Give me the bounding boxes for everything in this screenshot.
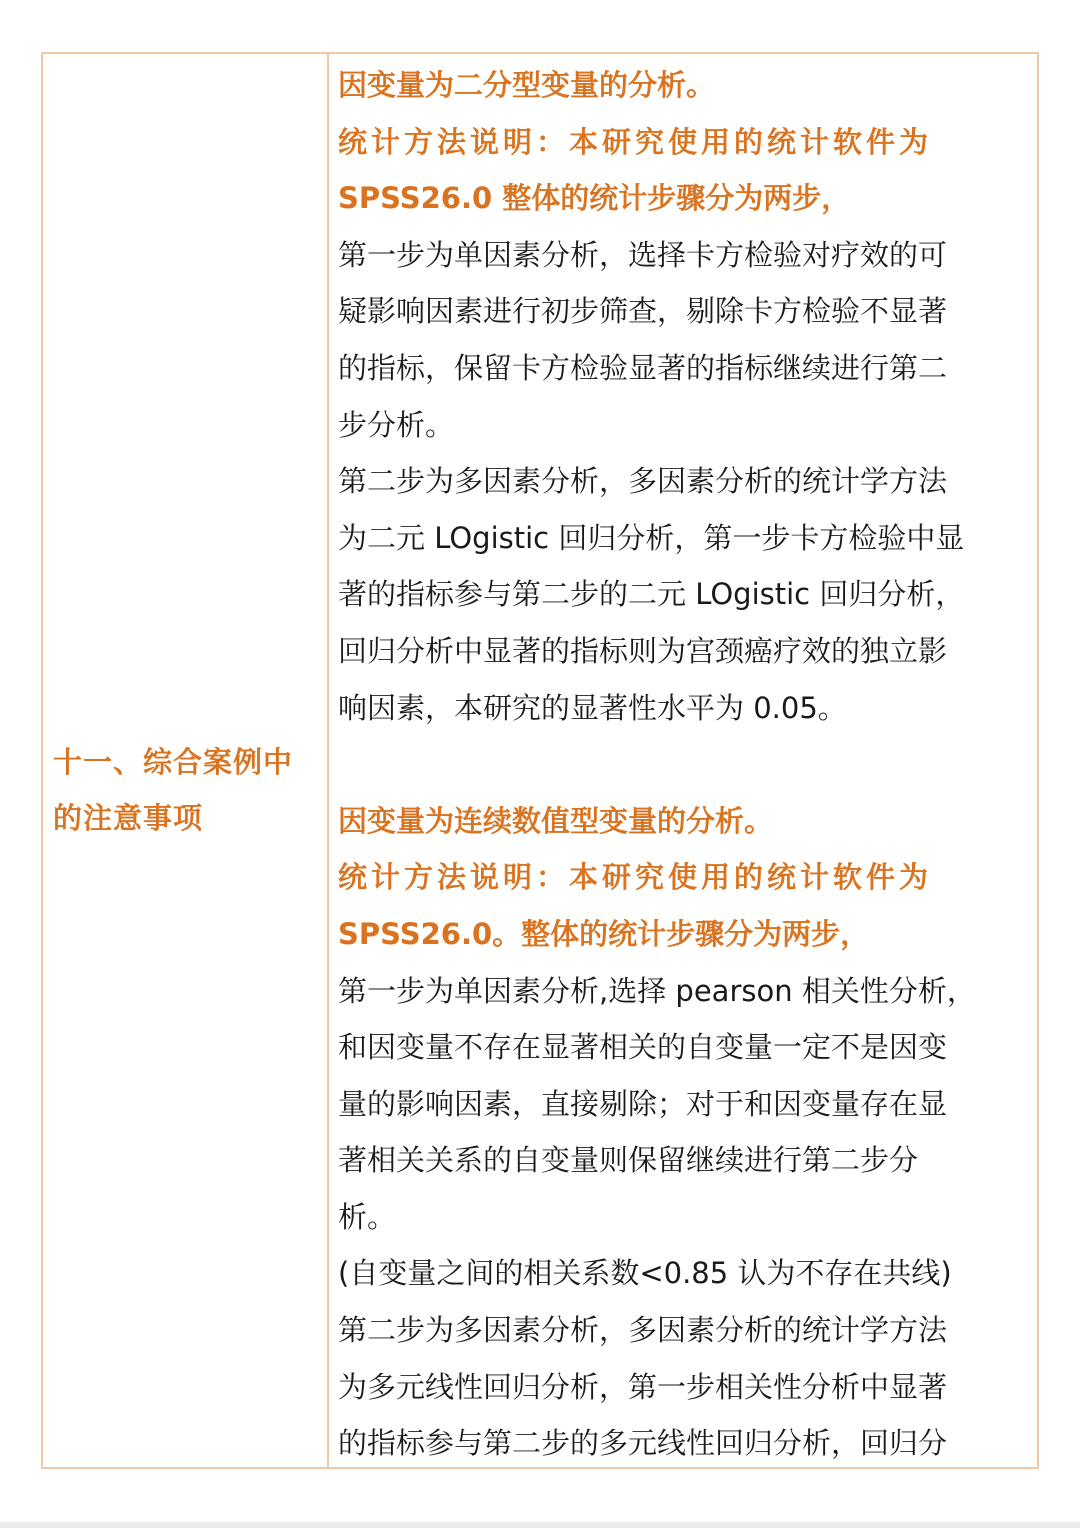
content-table [41,52,1039,1469]
section1-method-line: 统计方法说明：本研究使用的统计软件为 [338,124,933,159]
paragraph-line: 步分析。 [338,407,455,442]
paragraph-line: 响因素，本研究的显著性水平为 0.05。 [338,690,847,725]
paragraph-line: 著的指标参与第二步的二元 LOgistic 回归分析， [338,577,965,612]
section1-heading: 因变量为二分型变量的分析。 [338,68,716,102]
paragraph-line: 疑影响因素进行初步筛查，剔除卡方检验不显著 [338,294,948,329]
section-title-line: 的注意事项 [53,800,204,835]
section2-method-line: SPSS26.0。整体的统计步骤分为两步， [338,916,870,951]
paragraph-line: 著相关关系的自变量则保留继续进行第二步分 [338,1143,919,1178]
page-bottom-edge [0,1522,1080,1528]
paragraph-line: 第一步为单因素分析,选择 pearson 相关性分析， [338,973,976,1008]
paragraph-line: 第二步为多因素分析，多因素分析的统计学方法 [338,464,948,499]
section-title-line: 十一、综合案例中 [53,744,294,779]
section2-method-line: 统计方法说明：本研究使用的统计软件为 [338,860,933,895]
paragraph-line: 为二元 LOgistic 回归分析，第一步卡方检验中显 [338,520,965,555]
table-left-cell [43,54,329,1467]
paragraph-line: 为多元线性回归分析，第一步相关性分析中显著 [338,1369,948,1404]
paragraph-line: 和因变量不存在显著相关的自变量一定不是因变 [338,1030,948,1065]
section1-method-line: SPSS26.0 整体的统计步骤分为两步， [338,181,851,216]
section2-heading: 因变量为连续数值型变量的分析。 [338,803,774,838]
paragraph-line: 回归分析中显著的指标则为宫颈癌疗效的独立影 [338,633,948,668]
section-title [53,734,293,846]
paragraph-line: 第一步为单因素分析，选择卡方检验对疗效的可 [338,237,948,272]
paragraph-line: 量的影响因素，直接剔除；对于和因变量存在显 [338,1086,948,1121]
note-line: (自变量之间的相关系数<0.85 认为不存在共线) [338,1256,952,1291]
paragraph-line: 的指标，保留卡方检验显著的指标继续进行第二 [338,350,948,385]
blank-line [338,736,1029,793]
paragraph-line: 第二步为多因素分析，多因素分析的统计学方法 [338,1313,948,1348]
paragraph-line: 的指标参与第二步的多元线性回归分析，回归分 [338,1426,948,1461]
table-right-cell [329,54,1037,1467]
paragraph-line: 析。 [338,1199,397,1234]
